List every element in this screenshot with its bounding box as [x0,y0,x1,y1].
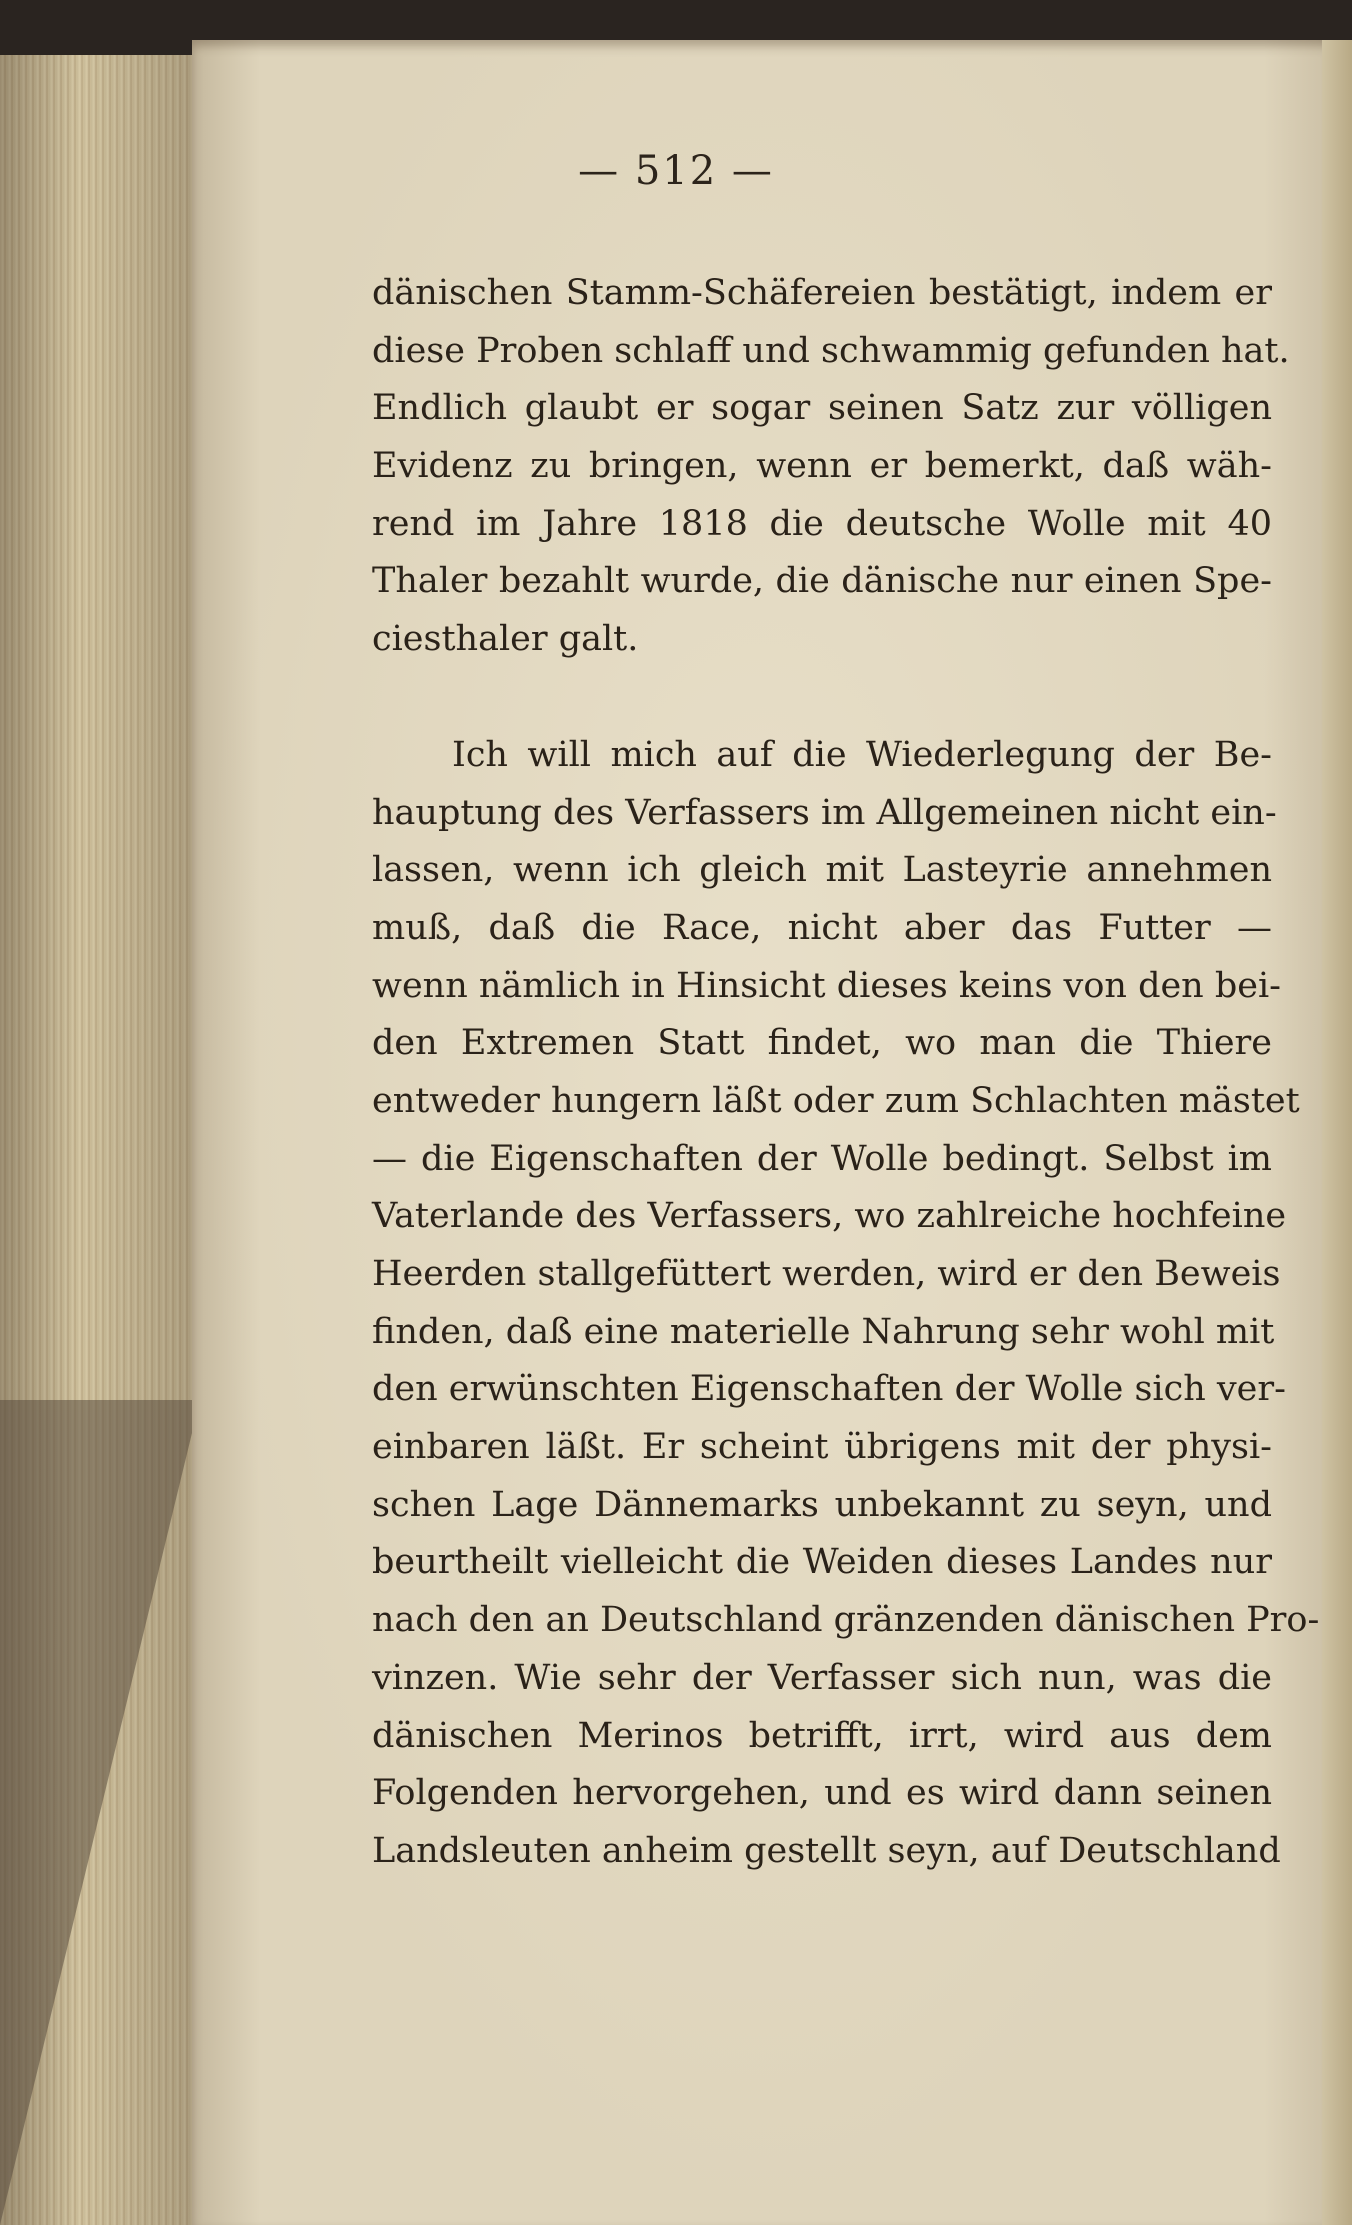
text-line: Thaler bezahlt wurde, die dänische nur einen Spe- [372,561,1272,602]
page-number: — 512 — [578,148,774,194]
text-line: diese Proben schlaff und schwammig gefunden hat. [372,330,1290,371]
text-line: Vaterlande des Verfassers, wo zahlreiche hochfeine [372,1196,1287,1237]
text-line: dänischen Merinos betrifft, irrt, wird aus dem [372,1715,1272,1756]
text-line: rend im Jahre 1818 die deutsche Wolle mit 40 [372,503,1272,544]
text-line: entweder hungern läßt oder zum Schlachten mästet [372,1080,1300,1121]
text-line: beurtheilt vielleicht die Weiden dieses Landes nur [372,1542,1272,1583]
page-body-text [372,265,1320,1881]
paragraph-1 [372,265,1290,669]
right-page-edge [1322,40,1352,2225]
text-line: lassen, wenn ich gleich mit Lasteyrie annehmen [372,850,1272,891]
text-line: Landsleuten anheim gestellt seyn, auf Deutschland [372,1830,1281,1871]
text-line: hauptung des Verfassers im Allgemeinen nicht ein- [372,792,1277,833]
text-line: Folgenden hervorgehen, und es wird dann seinen [372,1773,1272,1814]
text-line: einbaren läßt. Er scheint übrigens mit der physi- [372,1427,1272,1468]
text-line: ciesthaler galt. [372,619,639,660]
text-line: wenn nämlich in Hinsicht dieses keins von den bei- [372,965,1281,1006]
paragraph-2 [372,727,1320,1881]
text-line: den erwünschten Eigenschaften der Wolle sich ver- [372,1369,1286,1410]
text-line: dänischen Stamm-Schäfereien bestätigt, indem er [372,273,1272,313]
text-line: nach den an Deutschland gränzenden dänischen Pro- [372,1600,1320,1641]
page-corner-shadow [0,1400,200,2225]
paragraph-gap [372,669,1272,727]
text-line: Evidenz zu bringen, wenn er bemerkt, daß wäh- [372,446,1272,487]
text-line: den Extremen Statt findet, wo man die Thiere [372,1023,1272,1064]
text-line: muß, daß die Race, nicht aber das Futter — [372,907,1272,948]
text-line: schen Lage Dännemarks unbekannt zu seyn, und [372,1484,1272,1525]
text-line: finden, daß eine materielle Nahrung sehr wohl mit [372,1311,1275,1352]
text-line: vinzen. Wie sehr der Verfasser sich nun, was die [372,1657,1272,1698]
text-line: Heerden stallgefüttert werden, wird er den Beweis [372,1254,1281,1294]
text-line: Endlich glaubt er sogar seinen Satz zur völligen [372,388,1272,429]
text-line: Ich will mich auf die Wiederlegung der Be- [452,734,1272,775]
text-line: — die Eigenschaften der Wolle bedingt. Selbst im [372,1138,1272,1179]
